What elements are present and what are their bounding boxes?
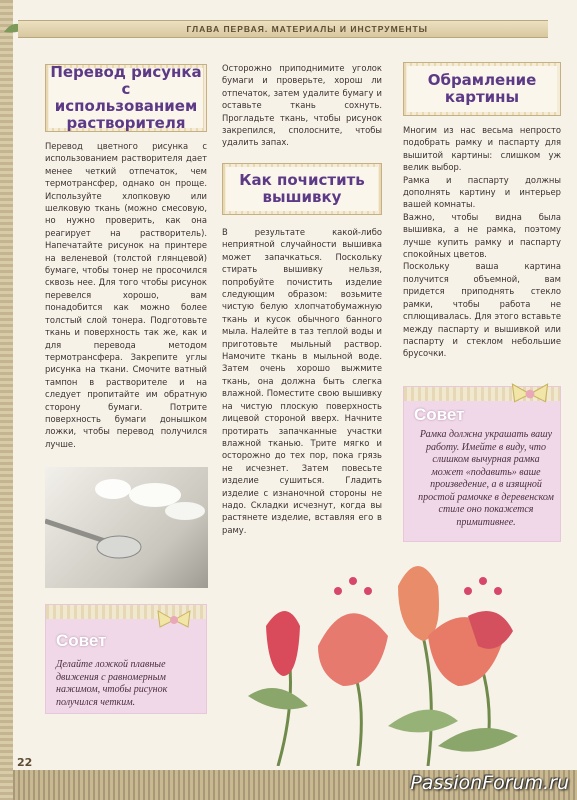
- column-1-text: [45, 140, 207, 450]
- tip-box-1: [45, 604, 207, 714]
- ribbon-flowers-illustration: [238, 546, 538, 766]
- left-decorative-strip: [0, 0, 13, 800]
- transfer-paragraph: Перевод цветного рисунка с использованием растворителя дает менее четкий отпечаток, чем термотрансфер, однако он проще. Используйте хлопковую или шелковую ткань (можно смесовую, но нужно проверить, как она реагирует на растворитель). Напечатайте рисунок на принтере на веленевой (толстой глянцевой) бумаге, чтобы тонер не просочился сквозь нее. Для того чтобы рисунок перевелся хорошо, вам понадобится как можно более толстый слой тонера. Подготовьте ткань и поверхность так же, как и для перевода методом термотрансфера. Закрепите углы рисунка на ткани. Смочите ватный тампон в растворителе и на следует пропитайте им обратную сторону бумаги. Потрите поверхность бумаги донышком ложки, чтобы перевод получился лучше.: [45, 141, 207, 449]
- page-number: 22: [17, 756, 33, 769]
- drying-paragraph: Осторожно приподнимите уголок бумаги и проверьте, хорош ли отпечаток, затем удалите бумагу и оставьте ткань сохнуть. Прогладьте ткань, чтобы рисунок закрепился, сполосните, чтобы удалить запах.: [222, 63, 382, 148]
- tip-2-title: Совет: [414, 405, 465, 424]
- chapter-header: ГЛАВА ПЕРВАЯ. МАТЕРИАЛЫ И ИНСТРУМЕНТЫ: [18, 20, 548, 38]
- spoon-photo: [45, 467, 208, 588]
- framing-paragraph-2: Рамка и паспарту должны дополнять картину и интерьер вашей комнаты.: [403, 174, 561, 210]
- framing-paragraph-3: Важно, чтобы видна была вышивка, а не рамка, поэтому лучше купить рамку и паспарту спокойных цветов.: [403, 211, 561, 260]
- heading-cleaning-box: [222, 163, 382, 215]
- spoon-image-icon: [45, 467, 208, 588]
- heading-transfer-box: [45, 64, 207, 132]
- tip-box-2: [403, 386, 561, 542]
- watermark: PassionForum.ru: [410, 772, 569, 794]
- tip-1-title: Совет: [56, 631, 107, 650]
- tip-1-text: Делайте ложкой плавные движения с равномерным нажимом, чтобы рисунок получился четким.: [56, 659, 168, 708]
- ribbon-bow-icon: [154, 607, 194, 633]
- column-3-text: [403, 124, 561, 360]
- heading-cleaning: Как почистить вышивку: [226, 167, 378, 211]
- column-2-top-text: [222, 62, 382, 149]
- heading-transfer: Перевод рисунка с использованием растворителя: [50, 63, 202, 132]
- ribbon-bow-icon: [508, 379, 552, 409]
- heading-framing-box: [403, 62, 561, 116]
- column-2-text: [222, 226, 382, 536]
- cleaning-paragraph: В результате какой-либо неприятной случайности вышивка может запачкаться. Поскольку стирать вышивку нельзя, попробуйте почистить изделие следующим образом: возьмите чистую белую хлопчатобумажную ткань и кусок обычного банного мыла. Налейте в таз теплой воды и приготовьте мыльный раствор. Намочите ткань в мыльной воде. Затем очень хорошо выжмите ткань, она должна быть слегка влажной. Поместите свою вышивку на чистую плоскую поверхность лицевой стороной вверх. Начните протирать запачканные участки влажной тканью. Трите мягко и осторожно до тех пор, пока грязь не исчезнет. Затем повесьте изделие сушиться. Гладить изделие с изнаночной стороны не надо. Складки исчезнут, когда вы растянете изделие, вставляя его в раму.: [222, 227, 382, 535]
- tip-2-text: Рамка должна украшать вашу работу. Имейте в виду, что слишком вычурная рамка может «подавить» ваше произведение, а в изящной простой рамочке в деревенском стиле оно покажется примитивнее.: [418, 429, 554, 528]
- framing-paragraph-1: Многим из нас весьма непросто подобрать рамку и паспарту для вышитой картины: слишком уж велик выбор.: [403, 125, 561, 173]
- heading-framing: Обрамление картины: [407, 66, 557, 112]
- framing-paragraph-4: Поскольку ваша картина получится объемной, вам придется приподнять стекло рамки, чтобы работа не сплющивалась. Для этого вставьте между паспарту и вышивкой или паспарту и стеклом небольшие брусочки.: [403, 261, 561, 359]
